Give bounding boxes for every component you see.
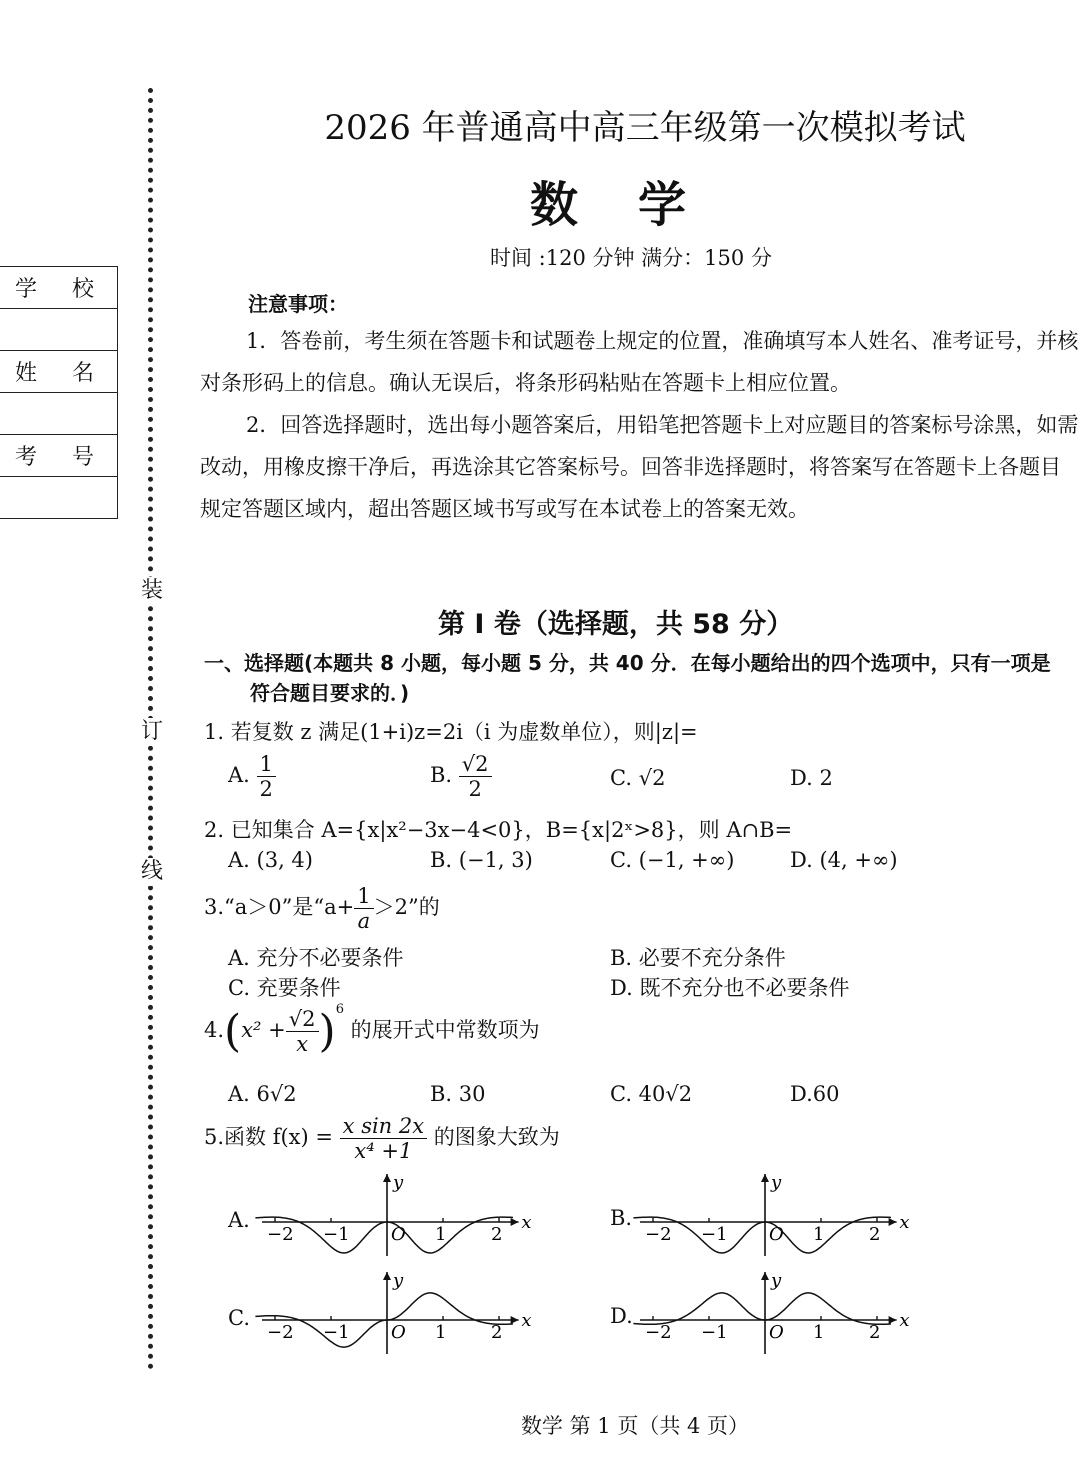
q3-stem-pre: 3.“a＞0”是“a+ (204, 895, 355, 919)
q4-frac-den: x (296, 1032, 309, 1056)
q5-frac-den: x⁴ +1 (354, 1139, 413, 1163)
q3-option-c[interactable]: C. 充要条件 (228, 976, 341, 1000)
q1-option-c[interactable] (610, 766, 665, 790)
q4-stem-post: 的展开式中常数项为 (350, 1018, 540, 1042)
q1-a-num: 1 (257, 752, 276, 777)
tick-label: −1 (701, 1224, 728, 1245)
q3-option-b[interactable]: B. 必要不充分条件 (610, 946, 786, 970)
q1-option-a[interactable] (228, 752, 276, 801)
q1-option-b[interactable] (430, 752, 492, 801)
q3-stem (204, 884, 440, 933)
q3-option-a[interactable]: A. 充分不必要条件 (228, 946, 404, 970)
y-axis-label: y (771, 1270, 782, 1291)
q5-frac (340, 1114, 427, 1163)
q1-stem: 1. 若复数 z 满足(1+i)z=2i（i 为虚数单位），则|z|= (204, 720, 698, 744)
q3-stem-post: ＞2”的 (373, 895, 440, 919)
x-axis-label: x (521, 1310, 532, 1331)
q5-option-a-label[interactable]: A. (228, 1208, 250, 1232)
school-label: 学 校 (0, 267, 118, 309)
exam-number-label: 考 号 (0, 435, 118, 477)
q4-stem-pre: 4. (204, 1018, 225, 1042)
q1-a-den: 2 (259, 777, 273, 801)
y-axis-arrow (761, 1272, 769, 1280)
q2-option-d[interactable]: D. (4, +∞) (790, 848, 898, 872)
q5-graph-b (640, 1174, 910, 1254)
notice-item-2: 2．回答选择题时，选出每小题答案后，用铅笔把答题卡上对应题目的答案标号涂黑，如需改动，用橡皮擦干净后，再选涂其它答案标号。回答非选择题时，将答案写在答题卡上各题目规定答题区域内，超出答题区域书写或写在本试卷上的答案无效。 (200, 413, 1079, 521)
q4-frac-num: √2 (286, 1007, 319, 1032)
q4-stem: 4.(x² + $\frac{√2}{x}$ )$^6$ 的展开式中常数项为 (204, 1002, 540, 1057)
x-axis-arrow (889, 1218, 897, 1226)
q3-option-d[interactable]: D. 既不充分也不必要条件 (610, 976, 850, 1000)
y-axis-arrow (383, 1272, 391, 1280)
x-axis-label: x (521, 1212, 532, 1233)
q2-stem: 2. 已知集合 A={x|x²−3x−4<0}，B={x|2ˣ>8}，则 A∩B= (204, 818, 793, 842)
q5-stem (204, 1114, 560, 1163)
q1-option-c-label: C. (610, 766, 632, 790)
q4-option-d[interactable]: D.60 (790, 1082, 840, 1106)
q5-option-d-label[interactable]: D. (610, 1304, 633, 1328)
tick-label: −2 (645, 1322, 672, 1343)
q3-frac (354, 884, 373, 933)
tick-label: −1 (701, 1322, 728, 1343)
tick-label: 1 (435, 1322, 447, 1343)
tick-label: 2 (869, 1322, 881, 1343)
name-label: 姓 名 (0, 351, 118, 393)
notice-item-1: 1．答卷前，考生须在答题卡和试题卷上规定的位置，准确填写本人姓名、准考证号，并核对条形码上的信息。确认无误后，将条形码粘贴在答题卡上相应位置。 (200, 329, 1079, 395)
q2-option-c[interactable]: C. (−1, +∞) (610, 848, 735, 872)
binding-char-xian: 线 (140, 859, 163, 884)
tick-label: −1 (323, 1224, 350, 1245)
tick-label: 2 (491, 1322, 503, 1343)
q3-frac-num: 1 (354, 884, 373, 909)
notice-title: 注意事项： (248, 292, 348, 316)
q5-stem-pre: 5.函数 f(x) = (204, 1125, 333, 1149)
q1-option-a-frac (257, 752, 276, 801)
school-field[interactable] (0, 309, 118, 351)
part-title: 一、选择题(本题共 8 小题，每小题 5 分，共 40 分．在每小题给出的四个选项中，只有一项是符合题目要求的．) (204, 651, 1051, 705)
tick-label: 1 (813, 1322, 825, 1343)
q1-option-d[interactable]: D. 2 (790, 766, 833, 790)
origin-label: O (769, 1224, 784, 1245)
student-info-table (0, 266, 118, 519)
time-info: 时间 :120 分钟 满分：150 分 (490, 246, 772, 270)
q1-option-b-label: B. (430, 763, 453, 787)
q5-option-c-label[interactable]: C. (228, 1306, 250, 1330)
tick-label: 2 (491, 1224, 503, 1245)
name-field[interactable] (0, 393, 118, 435)
q3-frac-den: a (357, 909, 371, 933)
y-axis-arrow (761, 1174, 769, 1182)
origin-label: O (391, 1224, 406, 1245)
q4-option-c[interactable]: C. 40√2 (610, 1082, 693, 1106)
y-axis-label: y (771, 1172, 782, 1193)
q1-option-c-value: √2 (638, 766, 666, 790)
q5-graph-a (262, 1174, 532, 1254)
exam-number-field[interactable] (0, 477, 118, 519)
q5-stem-post: 的图象大致为 (433, 1125, 560, 1149)
q4-option-a[interactable]: A. 6√2 (228, 1082, 297, 1106)
tick-label: −2 (267, 1224, 294, 1245)
tick-label: 1 (813, 1224, 825, 1245)
q5-graph-c (262, 1272, 532, 1352)
y-axis-label: y (393, 1270, 404, 1291)
q1-b-num: √2 (459, 752, 492, 777)
q2-option-b[interactable]: B. (−1, 3) (430, 848, 533, 872)
q5-option-b-label[interactable]: B. (610, 1206, 633, 1230)
q1-b-den: 2 (468, 777, 482, 801)
q5-graph-d (640, 1272, 910, 1352)
y-axis-arrow (383, 1174, 391, 1182)
y-axis-label: y (393, 1172, 404, 1193)
tick-label: −2 (267, 1322, 294, 1343)
x-axis-arrow (889, 1316, 897, 1324)
x-axis-arrow (511, 1218, 519, 1226)
x-axis-label: x (899, 1310, 910, 1331)
q4-option-b[interactable]: B. 30 (430, 1082, 486, 1106)
x-axis-arrow (511, 1316, 519, 1324)
section-title: 第 I 卷（选择题，共 58 分） (438, 609, 794, 640)
x-axis-label: x (899, 1212, 910, 1233)
q1-option-b-frac (459, 752, 492, 801)
origin-label: O (769, 1322, 784, 1343)
subject-title: 数学 (529, 177, 746, 233)
q4-frac (286, 1007, 319, 1056)
tick-label: −1 (323, 1322, 350, 1343)
page-footer: 数学 第 1 页（共 4 页） (520, 1414, 750, 1438)
q5-frac-num: x sin 2x (340, 1114, 427, 1139)
tick-label: −2 (645, 1224, 672, 1245)
tick-label: 2 (869, 1224, 881, 1245)
q1-option-a-label: A. (228, 763, 250, 787)
q2-option-a[interactable]: A. (3, 4) (228, 848, 313, 872)
binding-char-zhuang: 装 (140, 578, 163, 603)
binding-char-ding: 订 (140, 719, 163, 744)
tick-label: 1 (435, 1224, 447, 1245)
q4-expr-x: x² + (241, 1018, 286, 1042)
origin-label: O (391, 1322, 406, 1343)
exam-title: 2026 年普通高中高三年级第一次模拟考试 (324, 108, 966, 148)
q4-exponent: 6 (335, 1002, 344, 1017)
